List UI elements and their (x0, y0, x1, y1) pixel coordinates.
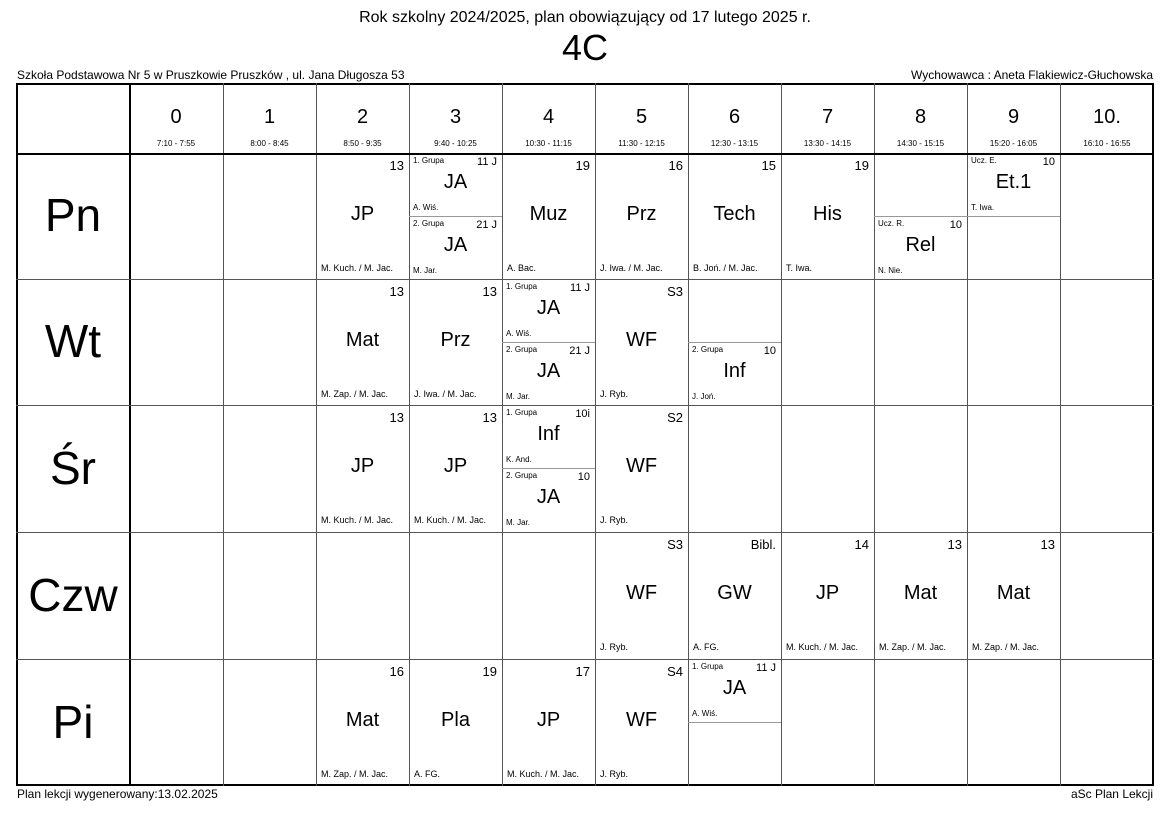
room-number: 10 (577, 471, 590, 483)
day-label: Śr (50, 441, 96, 494)
subject: Mat (996, 582, 1031, 604)
room-number: 19 (482, 664, 497, 679)
room-number: 15 (761, 158, 776, 173)
subject: JP (536, 709, 561, 731)
teacher: T. Iwa. (971, 203, 995, 212)
group-label: 2. Grupa (692, 345, 724, 354)
group-divider (502, 342, 595, 343)
lesson-cell (874, 153, 967, 279)
room-number: 21 J (569, 345, 590, 357)
teacher: J. Ryb. (600, 642, 629, 652)
subject: Mat (345, 709, 380, 731)
room-number: 13 (947, 537, 962, 552)
period-number: 7 (821, 106, 834, 128)
lesson-cell (781, 153, 874, 279)
subject: Muz (529, 203, 568, 225)
teacher: A. Wiś. (692, 709, 718, 718)
lesson-cell (316, 659, 409, 786)
subject: JA (536, 297, 561, 319)
day-label: Pi (52, 695, 94, 748)
lesson-cell (595, 659, 688, 786)
subject: JA (536, 486, 561, 508)
teacher: J. Joń. (692, 392, 716, 401)
period-time: 16:10 - 16:55 (1083, 139, 1131, 148)
period-time: 8:00 - 8:45 (250, 139, 289, 148)
room-number: 10 (1042, 156, 1055, 168)
room-number: 13 (389, 410, 404, 425)
room-number: 21 J (476, 219, 497, 231)
lesson-cell (502, 153, 595, 279)
room-number: 10 (763, 345, 776, 357)
period-number: 4 (542, 106, 555, 128)
room-number: 10 (949, 219, 962, 231)
subject: JA (443, 234, 468, 256)
period-time: 7:10 - 7:55 (156, 139, 196, 148)
teacher: M. Jar. (506, 392, 531, 401)
lesson-cell (781, 532, 874, 659)
subject: Rel (905, 234, 936, 256)
room-number: S3 (667, 537, 683, 552)
group-divider (409, 216, 502, 217)
grid-column-line (1060, 83, 1061, 786)
period-number: 9 (1007, 106, 1020, 128)
school-name: Szkoła Podstawowa Nr 5 w Pruszkowie Pruszków , ul. Jana Długosza 53 (17, 68, 405, 82)
subject: Prz (626, 203, 657, 225)
teacher: A. Wiś. (506, 329, 532, 338)
teacher: M. Zap. / M. Jac. (321, 389, 389, 399)
timetable-title: Rok szkolny 2024/2025, plan obowiązujący od 17 lutego 2025 r. (359, 9, 811, 26)
homeroom-teacher: Wychowawca : Aneta Flakiewicz-Głuchowska (911, 68, 1153, 82)
room-number: 11 J (756, 662, 776, 674)
room-number: 10i (575, 408, 590, 420)
period-time: 12:30 - 13:15 (710, 139, 759, 148)
lesson-cell (409, 659, 502, 786)
period-time: 14:30 - 15:15 (896, 139, 945, 148)
subject: Inf (723, 360, 746, 382)
teacher: B. Joń. / M. Jac. (693, 263, 758, 273)
lesson-cell (595, 153, 688, 279)
subject: Tech (713, 203, 756, 225)
period-number: 3 (449, 106, 462, 128)
group-label: 1. Grupa (413, 156, 445, 165)
room-number: 13 (482, 410, 497, 425)
group-label: Ucz. R. (878, 219, 905, 228)
group-label: 1. Grupa (692, 662, 724, 671)
room-number: S4 (667, 664, 683, 679)
period-number: 8 (914, 106, 927, 128)
lesson-cell (688, 279, 781, 405)
day-label: Czw (28, 568, 118, 621)
teacher: M. Zap. / M. Jac. (879, 642, 947, 652)
subject: Pla (441, 709, 470, 731)
teacher: M. Kuch. / M. Jac. (321, 263, 394, 273)
lesson-cell (502, 659, 595, 786)
subject: JP (350, 203, 375, 225)
teacher: K. And. (506, 455, 532, 464)
lesson-cell (595, 532, 688, 659)
subject: Et.1 (995, 171, 1032, 193)
group-label: 2. Grupa (506, 471, 538, 480)
room-number: 13 (389, 284, 404, 299)
teacher: M. Zap. / M. Jac. (321, 769, 389, 779)
lesson-cell (316, 153, 409, 279)
teacher: J. Iwa. / M. Jac. (600, 263, 663, 273)
period-number: 2 (356, 106, 369, 128)
teacher: J. Iwa. / M. Jac. (414, 389, 477, 399)
room-number: 13 (1040, 537, 1055, 552)
subject: His (813, 203, 842, 225)
subject: JA (722, 677, 747, 699)
period-time: 10:30 - 11:15 (525, 139, 572, 148)
subject: Mat (345, 329, 380, 351)
subject: Mat (903, 582, 938, 604)
lesson-cell (409, 279, 502, 405)
group-divider (967, 216, 1060, 217)
teacher: J. Ryb. (600, 515, 629, 525)
period-number: 10. (1093, 106, 1121, 128)
day-label: Pn (44, 189, 102, 241)
teacher: J. Ryb. (600, 769, 629, 779)
teacher: N. Nie. (878, 266, 903, 275)
teacher: A. Bac. (507, 263, 537, 273)
teacher: J. Ryb. (600, 389, 629, 399)
group-label: 1. Grupa (506, 282, 538, 291)
lesson-cell (688, 532, 781, 659)
teacher: A. FG. (693, 642, 720, 652)
lesson-cell (595, 279, 688, 405)
subject: Prz (440, 329, 471, 351)
room-number: 16 (668, 158, 683, 173)
teacher: M. Kuch. / M. Jac. (507, 769, 580, 779)
room-number: 14 (854, 537, 869, 552)
generated-date: Plan lekcji wygenerowany:13.02.2025 (17, 787, 218, 801)
teacher: A. FG. (414, 769, 441, 779)
lesson-cell (316, 279, 409, 405)
room-number: S3 (667, 284, 683, 299)
room-number: 11 J (477, 156, 497, 168)
subject: JA (536, 360, 561, 382)
room-number: 13 (482, 284, 497, 299)
room-number: 19 (575, 158, 590, 173)
room-number: 11 J (570, 282, 590, 294)
period-time: 15:20 - 16:05 (989, 139, 1038, 148)
period-number: 6 (728, 106, 741, 128)
subject: JA (443, 171, 468, 193)
subject: WF (625, 709, 658, 731)
class-name: 4C (561, 27, 609, 68)
day-label: Wt (44, 315, 102, 367)
teacher: M. Kuch. / M. Jac. (321, 515, 394, 525)
group-divider (688, 342, 781, 343)
lesson-cell (316, 405, 409, 532)
subject: WF (625, 582, 658, 604)
group-label: 1. Grupa (506, 408, 538, 417)
lesson-cell (688, 659, 781, 786)
group-label: 2. Grupa (413, 219, 445, 228)
subject: WF (625, 455, 658, 477)
room-number: 17 (575, 664, 590, 679)
period-number: 0 (170, 106, 182, 128)
subject: WF (625, 329, 658, 351)
teacher: T. Iwa. (786, 263, 813, 273)
lesson-cell (595, 405, 688, 532)
period-time: 13:30 - 14:15 (803, 139, 852, 148)
lesson-cell (409, 153, 502, 279)
lesson-cell (502, 405, 595, 532)
teacher: M. Jar. (506, 518, 531, 527)
period-time: 11:30 - 12:15 (618, 139, 665, 148)
room-number: 16 (389, 664, 404, 679)
software-name: aSc Plan Lekcji (1070, 787, 1153, 801)
period-time: 8:50 - 9:35 (343, 139, 382, 148)
group-divider (502, 468, 595, 469)
teacher: M. Jar. (413, 266, 438, 275)
lesson-cell (874, 532, 967, 659)
group-divider (874, 216, 967, 217)
teacher: M. Kuch. / M. Jac. (786, 642, 859, 652)
group-divider (688, 722, 781, 723)
lesson-cell (502, 279, 595, 405)
period-time: 9:40 - 10:25 (434, 139, 477, 148)
teacher: M. Kuch. / M. Jac. (414, 515, 487, 525)
subject: JP (443, 455, 468, 477)
lesson-cell (967, 532, 1060, 659)
subject: Inf (537, 423, 560, 445)
grid-column-line (223, 83, 224, 786)
period-number: 1 (263, 106, 276, 128)
subject: JP (350, 455, 375, 477)
lesson-cell (688, 153, 781, 279)
room-number: S2 (667, 410, 683, 425)
group-label: 2. Grupa (506, 345, 538, 354)
room-number: Bibl. (750, 537, 776, 552)
teacher: M. Zap. / M. Jac. (972, 642, 1040, 652)
room-number: 13 (389, 158, 404, 173)
room-number: 19 (854, 158, 869, 173)
period-number: 5 (635, 106, 648, 128)
subject: JP (815, 582, 840, 604)
subject: GW (717, 582, 752, 604)
lesson-cell (967, 153, 1060, 279)
lesson-cell (409, 405, 502, 532)
teacher: A. Wiś. (413, 203, 439, 212)
group-label: Ucz. E. (971, 156, 997, 165)
grid-column-line (129, 83, 131, 786)
